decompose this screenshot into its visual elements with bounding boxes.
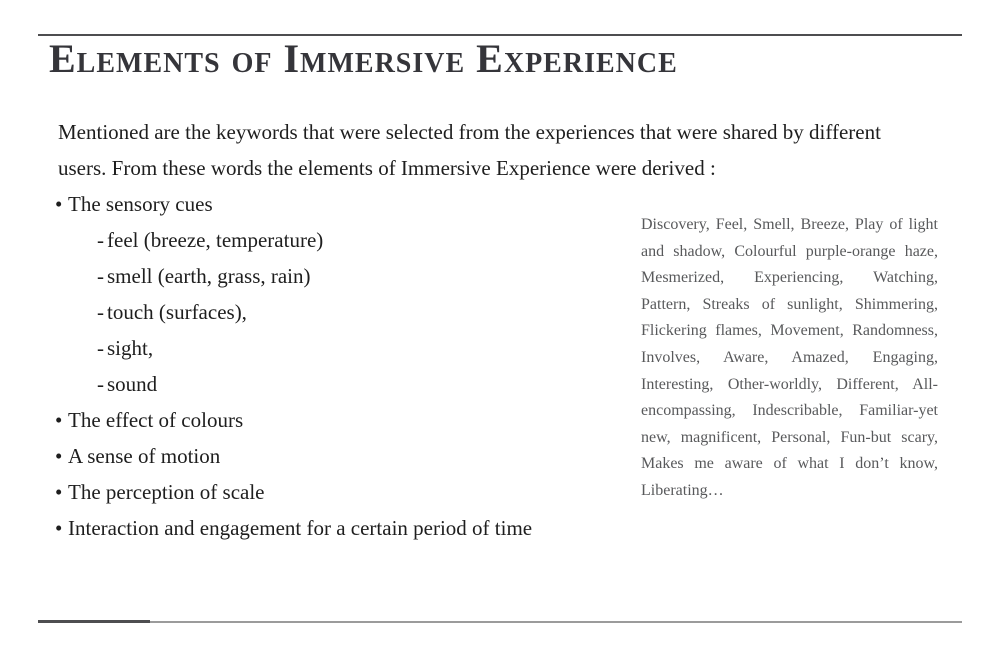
sub-item-label: sight, [107, 336, 154, 360]
bullet-icon: • [55, 516, 63, 540]
bullet-icon: • [55, 444, 63, 468]
bullet-item-interaction [55, 510, 913, 546]
dash-icon: - [97, 372, 104, 396]
bullet-label: Interaction and engagement for a certain period of time [68, 516, 533, 540]
bottom-rule [38, 621, 962, 623]
page-title: Elements of Immersive Experience [49, 36, 678, 81]
sub-item-label: smell (earth, grass, rain) [107, 264, 311, 288]
dash-icon: - [97, 228, 104, 252]
sub-item-label: touch (surfaces), [107, 300, 247, 324]
bottom-rule-dark-segment [38, 620, 150, 623]
bullet-label: A sense of motion [68, 444, 221, 468]
dash-icon: - [97, 300, 104, 324]
bullet-icon: • [55, 480, 63, 504]
bullet-icon: • [55, 408, 63, 432]
sub-item-label: sound [107, 372, 158, 396]
bullet-label: The effect of colours [68, 408, 244, 432]
bullet-label: The perception of scale [68, 480, 265, 504]
bullet-label: The sensory cues [68, 192, 213, 216]
dash-icon: - [97, 336, 104, 360]
sub-item-label: feel (breeze, temperature) [107, 228, 324, 252]
keywords-panel: Discovery, Feel, Smell, Breeze, Play of light and shadow, Colourful purple-orange haze, Mesmerized, Experiencing, Watching, Pattern, Streaks of sunlight, Shimmering, Flickering flames, Movement, Randomness, Involves, Aware, Amazed, Engaging, Interesting, Other-worldly, Different, All-encompassing, Indescribable, Familiar-yet new, magnificent, Personal, Fun-but scary, Makes me aware of what I don’t know, Liberating… [641, 216, 938, 499]
bullet-icon: • [55, 192, 63, 216]
dash-icon: - [97, 264, 104, 288]
intro-paragraph: Mentioned are the keywords that were selected from the experiences that were shared by different users. From these words the elements of Immersive Experience were derived : [58, 120, 881, 180]
